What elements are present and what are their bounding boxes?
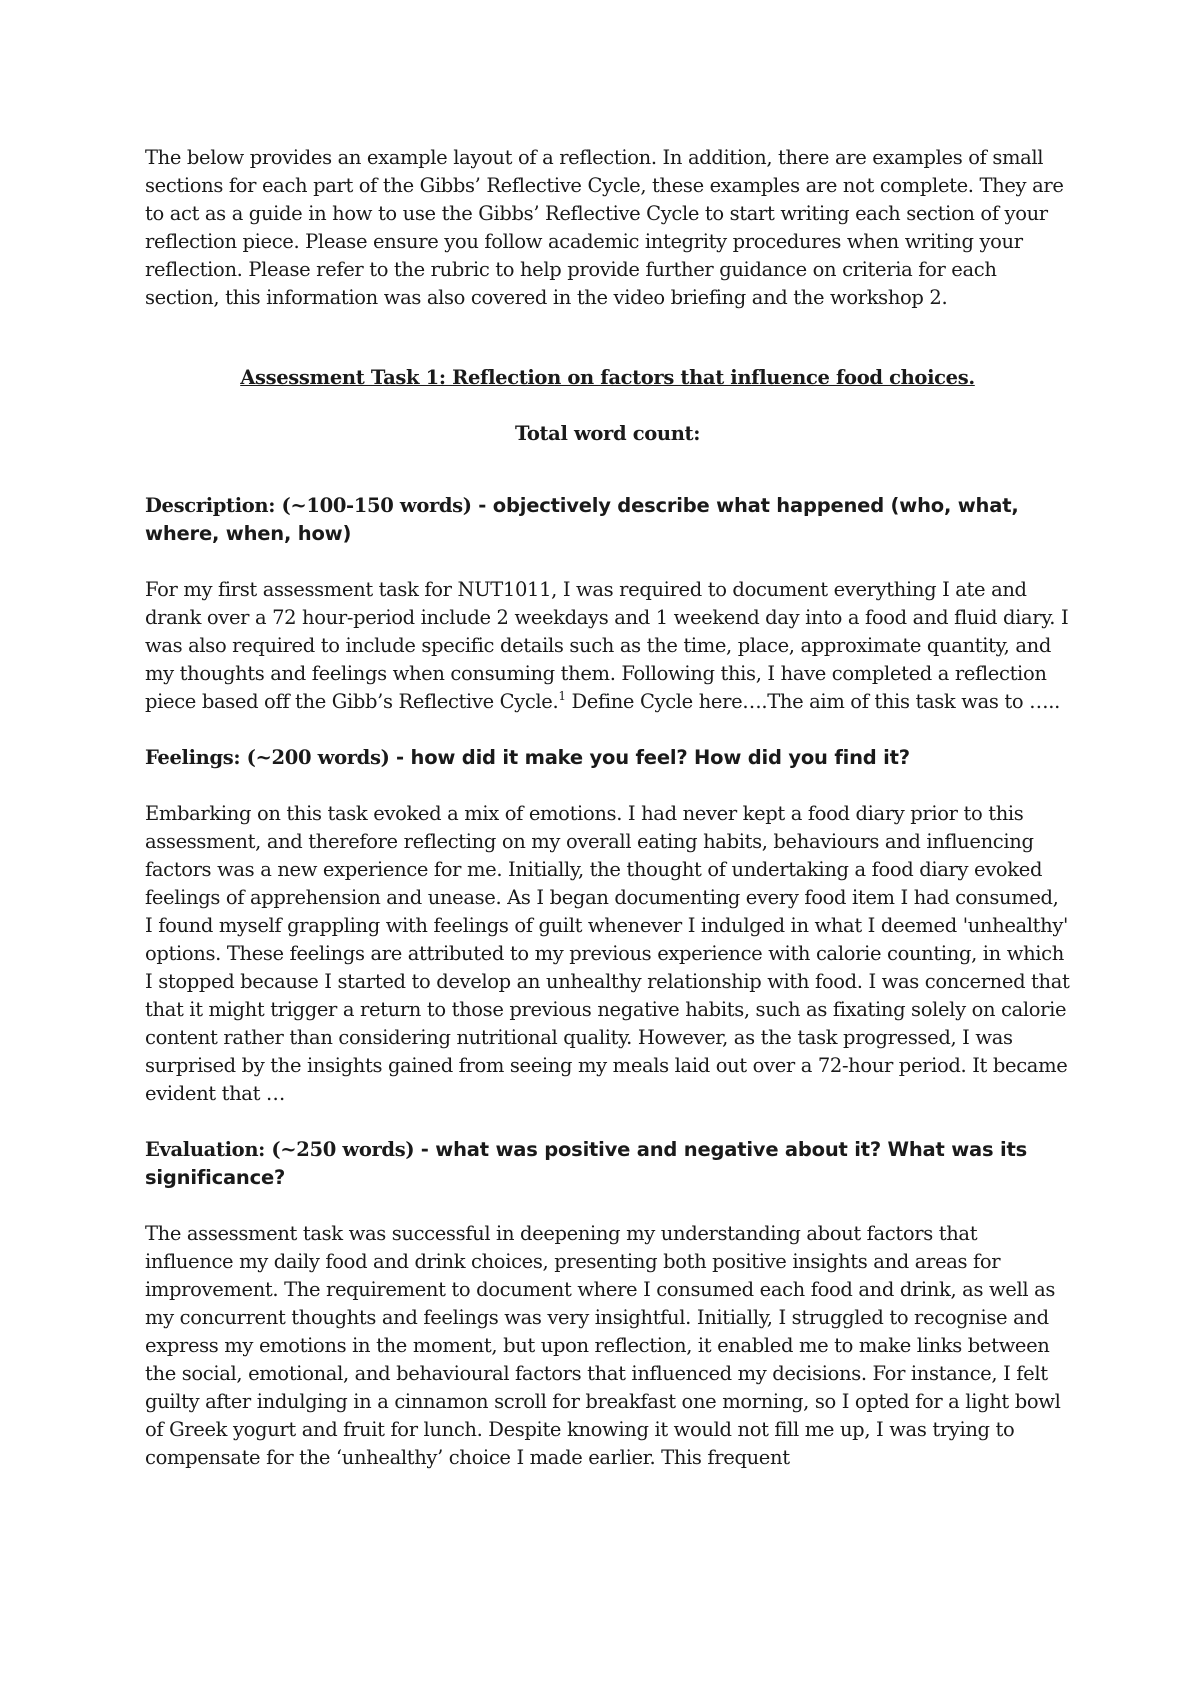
- description-heading-prompt: - objectively describe what happened (who, what, where, when, how): [145, 494, 1019, 545]
- description-heading-label: Description: (~100-150 words): [145, 494, 472, 517]
- feelings-heading-label: Feelings: (~200 words): [145, 746, 390, 769]
- description-body-continued: Define Cycle here….The aim of this task was to …..: [565, 690, 1060, 713]
- footnote-marker: 1: [558, 689, 566, 703]
- feelings-body: Embarking on this task evoked a mix of emotions. I had never kept a food diary prior to this assessment, and therefore reflecting on my overall eating habits, behaviours and influencing factors was a new experience for me. Initially, the thought of undertaking a food diary evoked feelings of apprehension and unease. As I began documenting every food item I had consumed, I found myself grappling with feelings of guilt whenever I indulged in what I deemed 'unhealthy' options. These feelings are attributed to my previous experience with calorie counting, in which I stopped because I started to develop an unhealthy relationship with food. I was concerned that that it might trigger a return to those previous negative habits, such as fixating solely on calorie content rather than considering nutritional quality. However, as the task progressed, I was surprised by the insights gained from seeing my meals laid out over a 72-hour period. It became evident that …: [145, 802, 1070, 1105]
- feelings-heading-prompt: - how did it make you feel? How did you find it?: [389, 746, 910, 769]
- document-page: [145, 144, 1070, 1500]
- evaluation-heading: [145, 1136, 1070, 1192]
- evaluation-heading-prompt: - what was positive and negative about it? What was its significance?: [145, 1138, 1027, 1189]
- evaluation-heading-label: Evaluation: (~250 words): [145, 1138, 415, 1161]
- total-word-count-label: Total word count:: [514, 422, 701, 445]
- description-heading: [145, 492, 1070, 548]
- intro-paragraph: The below provides an example layout of a reflection. In addition, there are examples of small sections for each part of the Gibbs’ Reflective Cycle, these examples are not complete. They are to act as a guide in how to use the Gibbs’ Reflective Cycle to start writing each section of your reflection piece. Please ensure you follow academic integrity procedures when writing your reflection. Please refer to the rubric to help provide further guidance on criteria for each section, this information was also covered in the video briefing and the workshop 2.: [145, 146, 1064, 309]
- assessment-title: Assessment Task 1: Reflection on factors that influence food choices.: [240, 366, 975, 389]
- description-body: [145, 576, 1070, 716]
- feelings-heading: [145, 744, 1070, 772]
- evaluation-body: The assessment task was successful in deepening my understanding about factors that influence my daily food and drink choices, presenting both positive insights and areas for improvement. The requirement to document where I consumed each food and drink, as well as my concurrent thoughts and feelings was very insightful. Initially, I struggled to recognise and express my emotions in the moment, but upon reflection, it enabled me to make links between the social, emotional, and behavioural factors that influenced my decisions. For instance, I felt guilty after indulging in a cinnamon scroll for breakfast one morning, so I opted for a light bowl of Greek yogurt and fruit for lunch. Despite knowing it would not fill me up, I was trying to compensate for the ‘unhealthy’ choice I made earlier. This frequent: [145, 1222, 1061, 1469]
- description-body-text: For my first assessment task for NUT1011, I was required to document everything I ate and drank over a 72 hour-period include 2 weekdays and 1 weekend day into a food and fluid diary. I was also required to include specific details such as the time, place, approximate quantity, and my thoughts and feelings when consuming them. Following this, I have completed a reflection piece based off the Gibb’s Reflective Cycle.: [145, 578, 1069, 713]
